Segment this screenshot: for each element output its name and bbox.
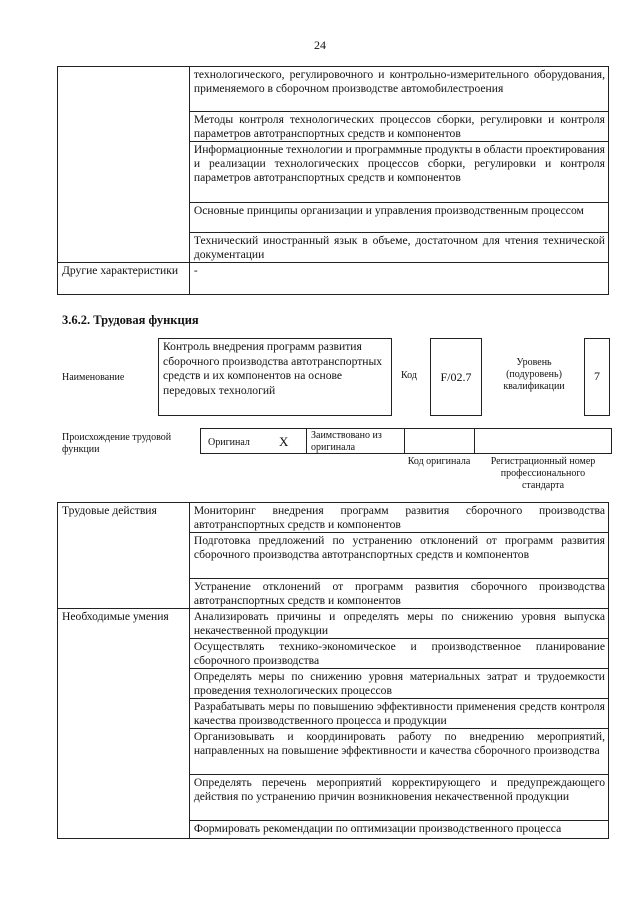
borrowed-label: Заимствовано из оригинала <box>311 430 382 453</box>
table-row <box>58 263 609 295</box>
origin-divider-2 <box>404 428 405 454</box>
actions-skills-table <box>57 502 609 839</box>
table-cell: - <box>189 263 608 295</box>
table-cell: Технический иностранный язык в объеме, достаточном для чтения технической документации <box>189 233 608 263</box>
table-cell: Формировать рекомендации по оптимизации производственного процесса <box>189 821 608 839</box>
function-name-box <box>158 338 392 416</box>
function-name: Контроль внедрения программ развития сборочного производства автотранспортных средств и их компонентов на основе передовых технологий <box>163 340 383 397</box>
table-cell: Осуществлять технико-экономическое и производственное планирование сборочного производства <box>189 639 608 669</box>
origin-label: Происхождение трудовой функции <box>62 432 172 455</box>
original-mark: X <box>279 434 289 449</box>
section-heading: 3.6.2. Трудовая функция <box>62 313 199 327</box>
reg-number-label: Регистрационный номер профессионального стандарта <box>490 456 596 491</box>
table-label-cell: Необходимые умения <box>58 609 190 839</box>
code-original-label: Код оригинала <box>407 456 471 467</box>
table-cell: Определять перечень мероприятий корректирующего и предупреждающего действия по устранению причин возникновения некачественной продукции <box>189 775 608 821</box>
table-label-cell: Другие характеристики <box>58 263 190 295</box>
knowledge-table <box>57 66 609 295</box>
level-label: Уровень (подуровень) квалификации <box>503 357 565 392</box>
name-label: Наименование <box>62 372 125 383</box>
original-label: Оригинал <box>208 437 250 448</box>
origin-box <box>200 428 612 454</box>
table-cell: Методы контроля технологических процессов сборки, регулировки и контроля параметров автотранспортных средств и компонентов <box>189 112 608 142</box>
origin-divider-1 <box>306 428 307 454</box>
code-value: F/02.7 <box>440 370 472 384</box>
code-box <box>430 338 482 416</box>
table-cell: Подготовка предложений по устранению отклонений от программ развития сборочного производства автотранспортных средств и компонентов <box>189 533 608 579</box>
table-cell: Мониторинг внедрения программ развития сборочного производства автотранспортных средств и компонентов <box>189 503 608 533</box>
table-cell: технологического, регулировочного и контрольно-измерительного оборудования, применяемого в сборочном производстве автомобилестроения <box>189 67 608 112</box>
table-label-cell: Трудовые действия <box>58 503 190 609</box>
table-cell: Разрабатывать меры по повышению эффективности применения средств контроля качества производственного процесса и продукции <box>189 699 608 729</box>
level-value: 7 <box>594 369 600 383</box>
table-cell: Информационные технологии и программные продукты в области проектирования и реализации технологических процессов сборки, регулировки и контроля параметров автотранспортных средств и компонентов <box>189 142 608 203</box>
table-cell: Определять меры по снижению уровня материальных затрат и трудоемкости проведения технологических процессов <box>189 669 608 699</box>
table-cell: Устранение отклонений от программ развития сборочного производства автотранспортных средств и компонентов <box>189 579 608 609</box>
level-box <box>584 338 610 416</box>
table-row <box>58 503 609 533</box>
page-number: 24 <box>314 38 326 52</box>
table-row <box>58 609 609 639</box>
code-label: Код <box>401 370 417 381</box>
table-cell: Организовывать и координировать работу по внедрению мероприятий, направленных на повышение эффективности и качества сборочного производства <box>189 729 608 775</box>
table-row <box>58 67 609 112</box>
table-label-cell <box>58 67 190 263</box>
table-cell: Основные принципы организации и управления производственным процессом <box>189 203 608 233</box>
table-cell: Анализировать причины и определять меры по снижению уровня выпуска некачественной продукции <box>189 609 608 639</box>
origin-divider-3 <box>474 428 475 454</box>
